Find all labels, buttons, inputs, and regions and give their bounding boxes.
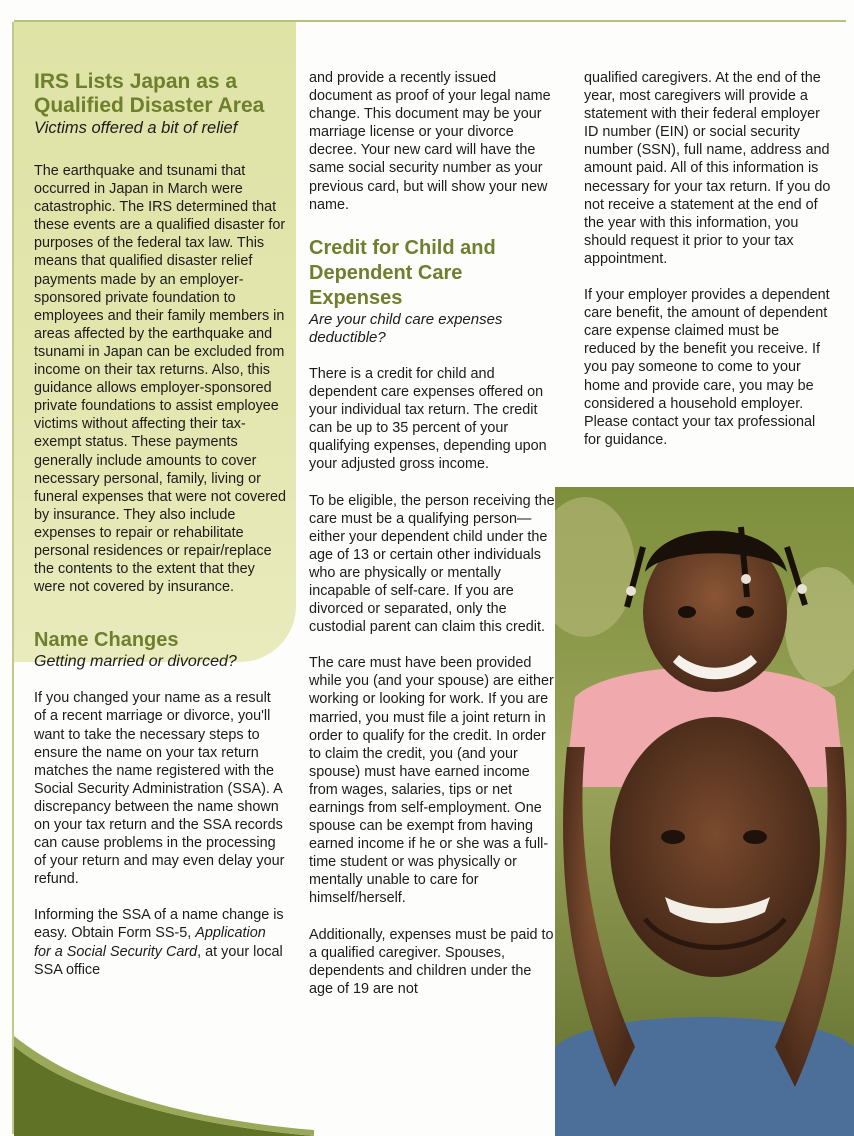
name-changes-heading: Name Changes [34,629,179,652]
irs-body: The earthquake and tsunami that occurred in Japan in March were catastrophic. The IRS determined that these events are a qualified disaster for purposes of the federal tax law. This means that qualified disaster relief payments made by an employer-sponsored private foundation to employees and their family members in areas affected by the earthquake and tsunami in Japan can be excluded from income on their tax returns. Also, this guidance allows employer-sponsored private foundations to assist employee victims without affecting their tax-exempt status. These payments generally include amounts to cover necessary personal, family, living or funeral expenses that were not covered by insurance. They also include expenses to repair or rehabilitate personal residences or repair/replace the contents to the extent that they were not covered by insurance. [34,163,286,596]
name-changes-p3: and provide a recently issued document as proof of your legal name change. This document may be your marriage license or your divorce decree. Your new card will have the same social security number as your previous card, but will show your new name. [309,70,551,213]
name-changes-subheading: Getting married or divorced? [34,653,237,671]
column-2 [309,69,557,1016]
credit-p2: To be eligible, the person receiving the care must be a qualifying person—either your dependent child under the age of 13 or certain other individuals who are physically or mentally incapable of self-care. If you are divorced or separated, only the custodial parent can claim this credit. [309,492,555,636]
column-3 [584,69,834,467]
corner-decoration [14,1026,314,1136]
irs-heading: IRS Lists Japan as a Qualified Disaster Area [34,70,265,117]
name-changes-p2: Informing the SSA of a name change is easy. Obtain Form SS-5, Application for a Social Security Card, at your local SSA office [34,907,284,978]
credit-p6: If your employer provides a dependent care benefit, the amount of dependent care expense claimed must be reduced by the benefit you receive. If you pay someone to come to your home and provide care, you may be considered a household employer. Please contact your tax professional for guidance. [584,287,830,448]
name-changes-p1: If you changed your name as a result of a recent marriage or divorce, you'll want to take the necessary steps to ensure the name on your tax return matches the name registered with the Social Security Administration (SSA). A discrepancy between the name shown on your tax return and the SSA records can cause problems in the processing of your return and may even delay your refund. [34,690,285,888]
form-title: Application for a Social Security Card [34,925,266,960]
credit-p3: The care must have been provided while you (and your spouse) are either working or looking for work. If you are married, you must file a joint return in order to qualify for the credit. In order to claim the credit, you (and your spouse) must have earned income from wages, salaries, tips or net earnings from self-employment. One spouse can be exempt from having earned income if he or she was a full-time student or was physically or mentally unable to care for himself/herself. [309,655,554,907]
column-1 [34,70,286,997]
credit-p4: Additionally, expenses must be paid to a qualified caregiver. Spouses, dependents and children under the age of 19 are not [309,926,554,997]
credit-subheading: Are your child care expenses deductible? [309,310,503,346]
father-daughter-photo [555,487,854,1136]
credit-p1: There is a credit for child and dependent care expenses offered on your individual tax return. The credit can be up to 35 percent of your qualifying expenses, depending upon your adjusted gross income. [309,365,547,473]
credit-heading: Credit for Child and Dependent Care Expenses [309,236,496,309]
irs-subheading: Victims offered a bit of relief [34,119,238,137]
credit-p5: qualified caregivers. At the end of the year, most caregivers will provide a statement with their federal employer ID number (EIN) or social security number (SSN), full name, address and amount paid. All of this information is necessary for your tax return. If you do not receive a statement at the end of the year with this information, you should request it prior to your tax appointment. [584,70,831,267]
